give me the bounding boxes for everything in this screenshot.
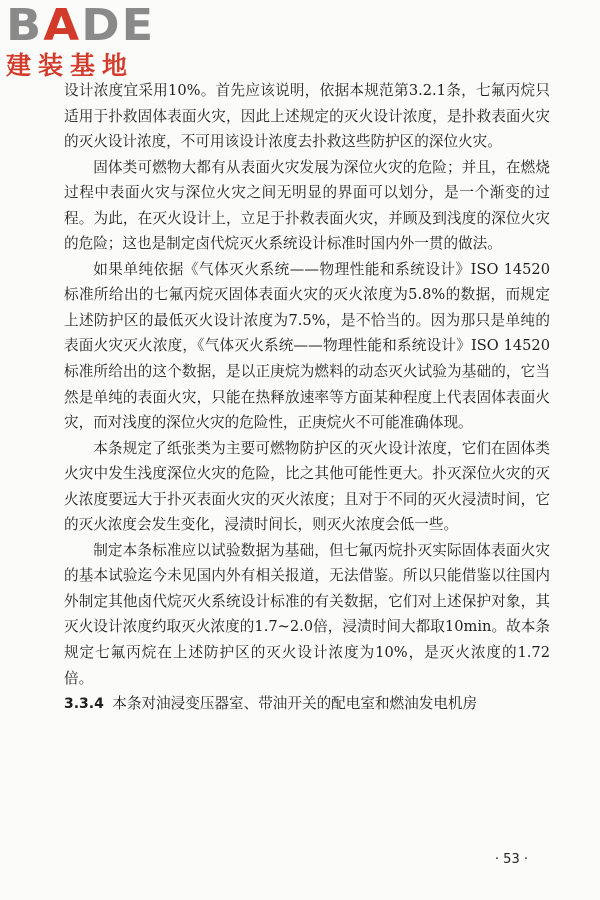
- logo-wordmark: BADE: [6, 0, 156, 51]
- bade-logo: [6, 0, 176, 80]
- paragraph: 如果单纯依据《气体灭火系统——物理性能和系统设计》ISO 14520标准所给出的七氟丙烷灭固体表面火灾的灭火浓度为5.8%的数据，而规定上述防护区的最低灭火设计浓度为7.5%，是不恰当的。因为那只是单纯的表面火灾灭火浓度，《气体灭火系统——物理性能和系统设计》ISO 14520标准所给出的这个数据，是以正庚烷为燃料的动态灭火试验为基础的，它当然是单纯的表面火灾，只能在热释放速率等方面某种程度上代表固体表面火灾，而对浅度的深位火灾的危险性，正庚烷火不可能准确体现。: [64, 260, 550, 432]
- paragraph: 制定本条标准应以试验数据为基础，但七氟丙烷扑灭实际固体表面火灾的基本试验迄今未见国内外有相关报道，无法借鉴。所以只能借鉴以往国内外制定其他卤代烷灭火系统设计标准的有关数据，它们对上述保护对象，其灭火设计浓度约取灭火浓度的1.7~2.0倍，浸渍时间大都取10min。故本条规定七氟丙烷在上述防护区的灭火设计浓度为10%，是灭火浓度的1.72倍。: [64, 541, 550, 687]
- paragraph: 固体类可燃物大都有从表面火灾发展为深位火灾的危险；并且，在燃烧过程中表面火灾与深位火灾之间无明显的界面可以划分，是一个渐变的过程。为此，在灭火设计上，立足于扑救表面火灾，并顾及到浅度的深位火灾的危险；这也是制定卤代烷灭火系统设计标准时国内外一贯的做法。: [64, 158, 550, 253]
- paragraph-continued: 设计浓度宜采用10%。首先应该说明，依据本规范第3.2.1条，七氟丙烷只适用于扑救固体表面火灾，因此上述规定的灭火设计浓度，是扑救表面火灾的灭火设计浓度，不可用该设计浓度去扑救这些防护区的深位火灾。: [64, 82, 550, 151]
- page-number: · 53 ·: [494, 852, 528, 867]
- clause-paragraph: [64, 691, 550, 718]
- clause-number: 3.3.4: [64, 696, 104, 713]
- logo-subtitle: 建装基地: [6, 51, 135, 80]
- page-body: [64, 78, 550, 718]
- paragraph: 本条规定了纸张类为主要可燃物防护区的灭火设计浓度，它们在固体类火灾中发生浅度深位火灾的危险，比之其他可能性更大。扑灭深位火灾的灭火浓度要远大于扑灭表面火灾的灭火浓度；且对于不同的灭火浸渍时间，它的灭火浓度会发生变化，浸渍时间长，则灭火浓度会低一些。: [64, 439, 550, 534]
- clause-text: 本条对油浸变压器室、带油开关的配电室和燃油发电机房: [112, 695, 478, 713]
